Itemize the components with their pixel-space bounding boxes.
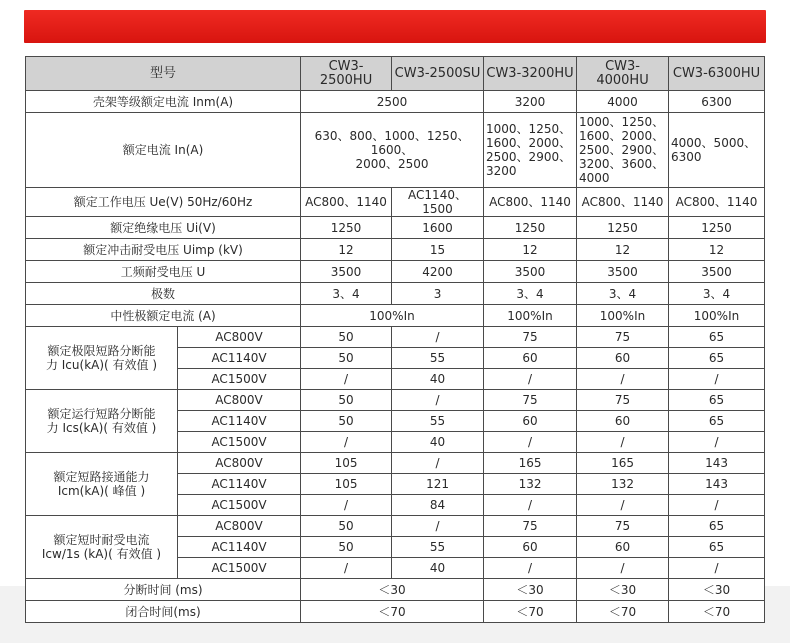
cell-value: 75 [577, 516, 669, 537]
cell-value: / [577, 495, 669, 516]
cell-value: 75 [484, 390, 577, 411]
voltage-label: AC1140V [178, 474, 301, 495]
cell-value: 60 [484, 537, 577, 558]
voltage-label: AC800V [178, 390, 301, 411]
cell-value: 165 [484, 453, 577, 474]
cell-value: 100%In [301, 305, 484, 327]
voltage-label: AC1500V [178, 369, 301, 390]
header-banner [24, 10, 766, 43]
voltage-label: AC1140V [178, 411, 301, 432]
table-row [26, 579, 765, 601]
cell-value: 65 [669, 411, 765, 432]
cell-value: / [484, 432, 577, 453]
cell-value: / [392, 453, 484, 474]
cell-value: 121 [392, 474, 484, 495]
cell-value: 100%In [577, 305, 669, 327]
row-label: 极数 [26, 283, 301, 305]
table-row [26, 239, 765, 261]
cell-value: 12 [577, 239, 669, 261]
cell-value: 1250 [669, 217, 765, 239]
cell-value: 630、800、1000、1250、1600、 2000、2500 [301, 113, 484, 188]
voltage-label: AC1140V [178, 537, 301, 558]
table-row [26, 217, 765, 239]
cell-value: 60 [577, 411, 669, 432]
cell-value: 40 [392, 558, 484, 579]
cell-value: 2500 [301, 91, 484, 113]
cell-value: / [301, 495, 392, 516]
cell-value: 65 [669, 327, 765, 348]
voltage-label: AC800V [178, 327, 301, 348]
cell-value: 3、4 [484, 283, 577, 305]
cell-value: ＜70 [669, 601, 765, 623]
cell-value: 105 [301, 474, 392, 495]
cell-value: 50 [301, 516, 392, 537]
cell-value: 3500 [301, 261, 392, 283]
group-label: 额定极限短路分断能 力 Icu(kA)( 有效值 ) [26, 327, 178, 390]
voltage-label: AC1500V [178, 558, 301, 579]
cell-value: 60 [484, 411, 577, 432]
table-row [26, 516, 765, 537]
model-label: 型号 [26, 57, 301, 91]
row-label: 额定工作电压 Ue(V) 50Hz/60Hz [26, 188, 301, 217]
voltage-label: AC1140V [178, 348, 301, 369]
table-row [26, 390, 765, 411]
cell-value: 132 [577, 474, 669, 495]
cell-value: 40 [392, 369, 484, 390]
table-row [26, 188, 765, 217]
cell-value: 3、4 [669, 283, 765, 305]
cell-value: 50 [301, 327, 392, 348]
cell-value: 143 [669, 453, 765, 474]
cell-value: 12 [301, 239, 392, 261]
cell-value: 3、4 [301, 283, 392, 305]
cell-value: / [669, 432, 765, 453]
model-name: CW3-6300HU [669, 57, 765, 91]
cell-value: / [577, 369, 669, 390]
cell-value: 3 [392, 283, 484, 305]
cell-value: AC800、1140 [669, 188, 765, 217]
cell-value: 60 [484, 348, 577, 369]
model-name: CW3-3200HU [484, 57, 577, 91]
cell-value: 1600 [392, 217, 484, 239]
cell-value: ＜30 [301, 579, 484, 601]
cell-value: 3500 [484, 261, 577, 283]
cell-value: 4000 [577, 91, 669, 113]
group-label: 额定运行短路分断能 力 Ics(kA)( 有效值 ) [26, 390, 178, 453]
table-row [26, 327, 765, 348]
cell-value: 55 [392, 411, 484, 432]
header-row [26, 57, 765, 91]
cell-value: 4200 [392, 261, 484, 283]
cell-value: ＜70 [484, 601, 577, 623]
cell-value: 105 [301, 453, 392, 474]
cell-value: 3500 [577, 261, 669, 283]
cell-value: 65 [669, 516, 765, 537]
cell-value: / [484, 369, 577, 390]
cell-value: 4000、5000、 6300 [669, 113, 765, 188]
cell-value: 75 [577, 327, 669, 348]
cell-value: 165 [577, 453, 669, 474]
group-label: 额定短路接通能力 Icm(kA)( 峰值 ) [26, 453, 178, 516]
cell-value: 75 [484, 516, 577, 537]
table-row [26, 601, 765, 623]
cell-value: 65 [669, 348, 765, 369]
cell-value: / [669, 495, 765, 516]
row-label: 闭合时间(ms) [26, 601, 301, 623]
cell-value: / [669, 558, 765, 579]
model-name: CW3-4000HU [577, 57, 669, 91]
cell-value: 100%In [669, 305, 765, 327]
cell-value: 65 [669, 390, 765, 411]
cell-value: / [484, 495, 577, 516]
voltage-label: AC800V [178, 453, 301, 474]
voltage-label: AC1500V [178, 432, 301, 453]
cell-value: AC800、1140 [577, 188, 669, 217]
row-label: 工频耐受电压 U [26, 261, 301, 283]
cell-value: 75 [484, 327, 577, 348]
row-label: 额定冲击耐受电压 Uimp (kV) [26, 239, 301, 261]
model-name: CW3-2500HU [301, 57, 392, 91]
cell-value: / [669, 369, 765, 390]
cell-value: ＜30 [577, 579, 669, 601]
table-row [26, 113, 765, 188]
row-label: 分断时间 (ms) [26, 579, 301, 601]
cell-value: / [392, 516, 484, 537]
cell-value: 60 [577, 348, 669, 369]
cell-value: AC800、1140 [301, 188, 392, 217]
table-row [26, 261, 765, 283]
row-label: 壳架等级额定电流 Inm(A) [26, 91, 301, 113]
voltage-label: AC800V [178, 516, 301, 537]
cell-value: 3、4 [577, 283, 669, 305]
cell-value: AC1140、1500 [392, 188, 484, 217]
cell-value: / [484, 558, 577, 579]
cell-value: 40 [392, 432, 484, 453]
cell-value: 1250 [577, 217, 669, 239]
cell-value: 132 [484, 474, 577, 495]
cell-value: 15 [392, 239, 484, 261]
row-label: 中性极额定电流 (A) [26, 305, 301, 327]
cell-value: 1000、1250、 1600、2000、 2500、2900、 3200 [484, 113, 577, 188]
cell-value: 3500 [669, 261, 765, 283]
cell-value: / [577, 432, 669, 453]
table-row [26, 91, 765, 113]
voltage-label: AC1500V [178, 495, 301, 516]
cell-value: AC800、1140 [484, 188, 577, 217]
cell-value: 55 [392, 348, 484, 369]
table-row [26, 283, 765, 305]
cell-value: ＜70 [577, 601, 669, 623]
cell-value: / [392, 327, 484, 348]
cell-value: 50 [301, 390, 392, 411]
cell-value: 50 [301, 348, 392, 369]
cell-value: / [577, 558, 669, 579]
cell-value: 1250 [301, 217, 392, 239]
cell-value: 1000、1250、 1600、2000、 2500、2900、 3200、3600、 4000 [577, 113, 669, 188]
cell-value: 6300 [669, 91, 765, 113]
cell-value: 55 [392, 537, 484, 558]
cell-value: 50 [301, 537, 392, 558]
cell-value: 143 [669, 474, 765, 495]
cell-value: 12 [669, 239, 765, 261]
cell-value: 3200 [484, 91, 577, 113]
group-label: 额定短时耐受电流 Icw/1s (kA)( 有效值 ) [26, 516, 178, 579]
cell-value: 1250 [484, 217, 577, 239]
cell-value: 50 [301, 411, 392, 432]
cell-value: / [301, 369, 392, 390]
cell-value: 65 [669, 537, 765, 558]
table-row [26, 305, 765, 327]
spec-table [25, 56, 765, 623]
cell-value: ＜30 [484, 579, 577, 601]
cell-value: / [301, 558, 392, 579]
cell-value: / [392, 390, 484, 411]
table-row [26, 453, 765, 474]
cell-value: 100%In [484, 305, 577, 327]
cell-value: ＜70 [301, 601, 484, 623]
cell-value: 12 [484, 239, 577, 261]
cell-value: ＜30 [669, 579, 765, 601]
cell-value: 75 [577, 390, 669, 411]
model-name: CW3-2500SU [392, 57, 484, 91]
row-label: 额定绝缘电压 Ui(V) [26, 217, 301, 239]
cell-value: 84 [392, 495, 484, 516]
cell-value: / [301, 432, 392, 453]
cell-value: 60 [577, 537, 669, 558]
row-label: 额定电流 In(A) [26, 113, 301, 188]
